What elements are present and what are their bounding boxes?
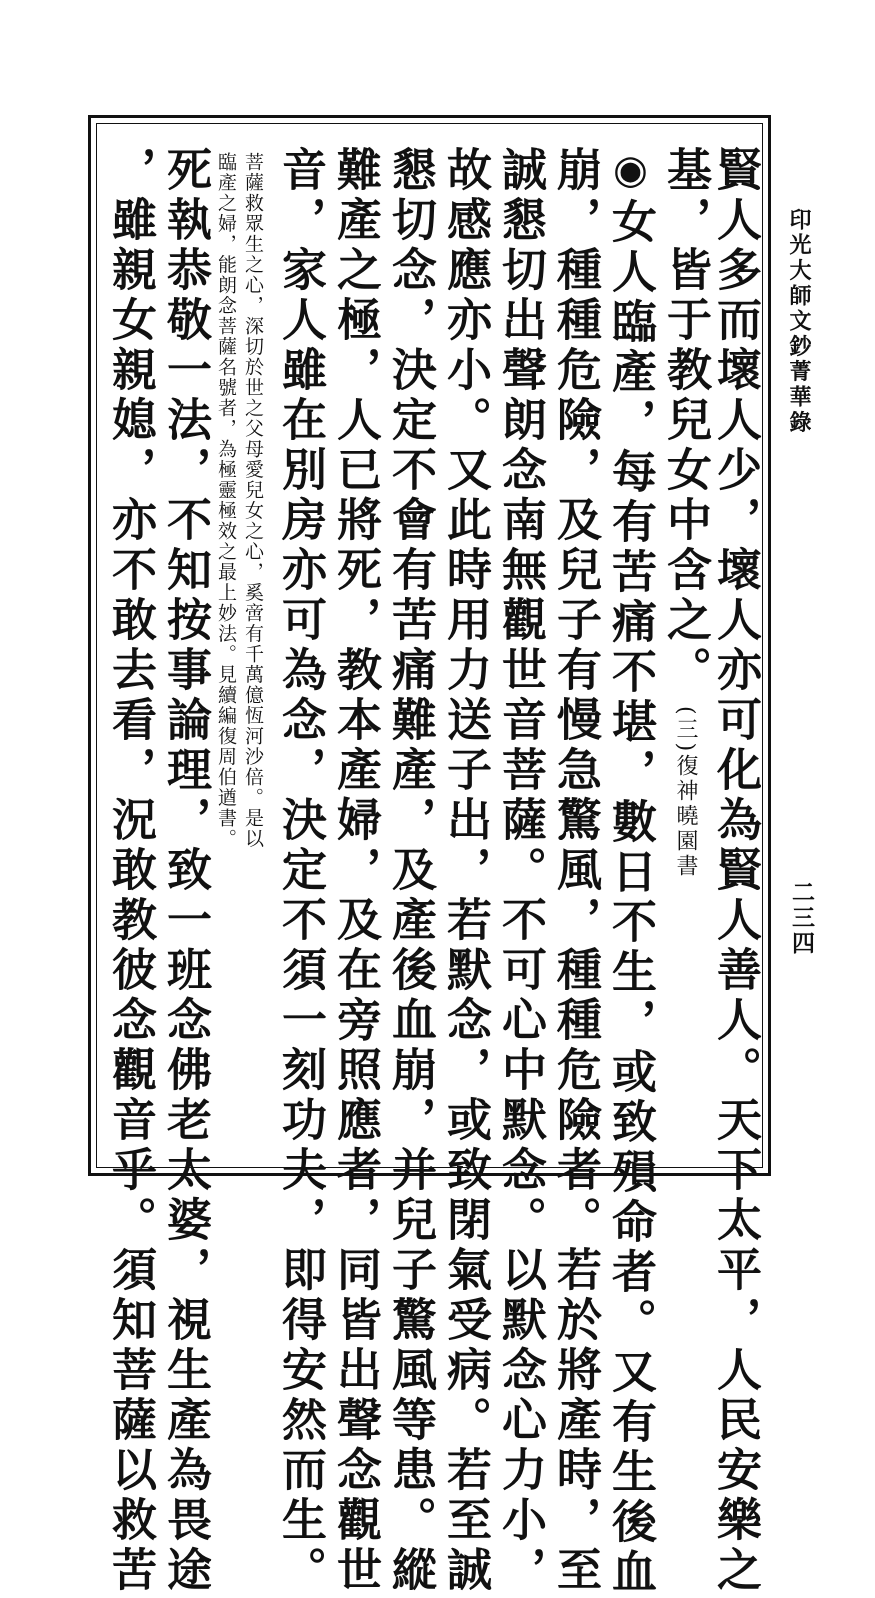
- text-column-6: 故感應亦小。又此時用力送子出，若默念，或致閉氣受病。若至誠: [439, 146, 492, 1596]
- text-column-2: [659, 146, 712, 880]
- bullseye-mark-icon: ◉: [607, 146, 654, 198]
- section-subtitle: (三)復神曉園書: [673, 706, 698, 880]
- text-column-4: 崩，種種危險，及兒子有慢急驚風，種種危險者。若於將產時，至: [549, 146, 602, 1596]
- page-number: 二三四: [788, 880, 815, 956]
- text-column-5: 誠懇切出聲朗念南無觀世音菩薩。不可心中默念。以默念心力小，: [494, 146, 547, 1596]
- text-column-7: 懇切念，決定不會有苦痛難產，及產後血崩，并兒子驚風等患。縱: [384, 146, 437, 1596]
- text-column-10: 死執恭敬一法，不知按事論理，致一班念佛老太婆，視生產為畏途: [159, 146, 212, 1596]
- text-column-3: [604, 146, 657, 1598]
- column-2-main-text: 基，皆于教兒女中含之。: [659, 146, 712, 696]
- text-column-1: 賢人多而壞人少，壞人亦可化為賢人善人。天下太平，人民安樂之: [709, 146, 762, 1596]
- annotation-line-1: 菩薩救眾生之心，深切於世之父母愛兒女之心，奚啻有千萬億恆河沙倍。是以: [242, 152, 264, 849]
- column-3-text: 女人臨產，每有苦痛不堪，數日不生，或致殞命者。又有生後血: [604, 198, 657, 1598]
- book-title: 印光大師文鈔菁華錄: [786, 208, 812, 436]
- text-column-8: 難產之極，人已將死，教本產婦，及在旁照應者，同皆出聲念觀世: [329, 146, 382, 1596]
- text-column-11: ，雖親女親媳，亦不敢去看，況敢教彼念觀音乎。須知菩薩以救苦: [104, 146, 157, 1596]
- annotation-line-2: 臨產之婦，能朗念菩薩名號者，為極靈極效之最上妙法。見續編復周伯遒書。: [215, 152, 237, 849]
- text-column-9: 音，家人雖在別房亦可為念，決定不須一刻功夫，即得安然而生。: [274, 146, 327, 1596]
